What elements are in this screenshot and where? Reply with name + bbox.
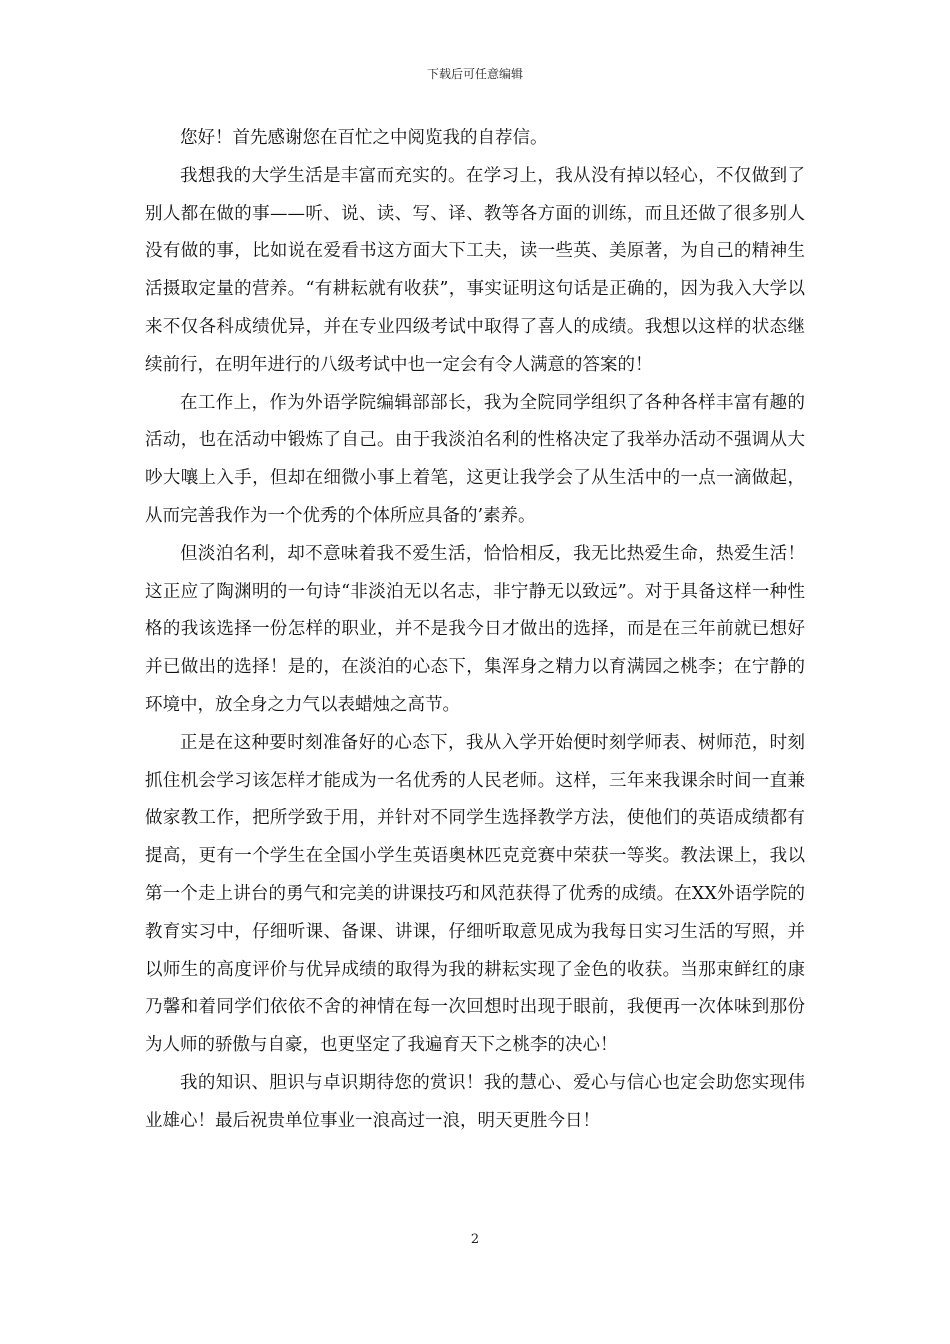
page-header: 下载后可任意编辑 (426, 67, 523, 81)
page-number: 2 (470, 1232, 480, 1247)
paragraph-character: 但淡泊名利，却不意味着我不爱生活，恰恰相反，我无比热爱生命，热爱生活！这正应了陶渊明的一句诗“非淡泊无以名志，非宁静无以致远”。对于具备这样一种性格的我该选择一份怎样的职业，并不是我今日才做出的选择，而是在三年前就已想好并已做出的选择！是的，在淡泊的心态下，集浑身之精力以育满园之桃李；在宁静的环境中，放全身之力气以表蜡烛之高节。 (145, 543, 805, 715)
letter-body (145, 120, 805, 1141)
paragraph-closing: 我的知识、胆识与卓识期待您的赏识！我的慧心、爱心与信心也定会助您实现伟业雄心！最后祝贵单位事业一浪高过一浪，明天更胜今日！ (145, 1072, 805, 1131)
paragraph-greeting: 您好！首先感谢您在百忙之中阅览我的自荐信。 (180, 128, 548, 148)
paragraph-work: 在工作上，作为外语学院编辑部部长，我为全院同学组织了各种各样丰富有趣的活动，也在活动中锻炼了自己。由于我淡泊名利的性格决定了我举办活动不强调从大吵大嚷上入手，但却在细微小事上着笔，这更让我学会了从生活中的一点一滴做起，从而完善我作为一个优秀的个体所应具备的’素养。 (145, 392, 805, 526)
paragraph-study: 我想我的大学生活是丰富而充实的。在学习上，我从没有掉以轻心，不仅做到了别人都在做的事——听、说、读、写、译、教等各方面的训练，而且还做了很多别人没有做的事，比如说在爱看书这方面大下工夫，读一些英、美原著，为自己的精神生活摄取定量的营养。“有耕耘就有收获”，事实证明这句话是正确的，因为我入大学以来不仅各科成绩优异，并在专业四级考试中取得了喜人的成绩。我想以这样的状态继续前行，在明年进行的八级考试中也一定会有令人满意的答案的！ (145, 165, 805, 375)
paragraph-teaching: 正是在这种要时刻准备好的心态下，我从入学开始便时刻学师表、树师范，时刻抓住机会学习该怎样才能成为一名优秀的人民老师。这样，三年来我课余时间一直兼做家教工作，把所学致于用，并针对不同学生选择教学方法，使他们的英语成绩都有提高，更有一个学生在全国小学生英语奥林匹克竞赛中荣获一等奖。教法课上，我以第一个走上讲台的勇气和完美的讲课技巧和风范获得了优秀的成绩。在XX外语学院的教育实习中，仔细听课、备课、讲课，仔细听取意见成为我每日实习生活的写照，并以师生的高度评价与优异成绩的取得为我的耕耘实现了金色的收获。当那束鲜红的康乃馨和着同学们依依不舍的神情在每一次回想时出现于眼前，我便再一次体味到那份为人师的骄傲与自豪，也更坚定了我遍育天下之桃李的决心！ (145, 732, 805, 1056)
